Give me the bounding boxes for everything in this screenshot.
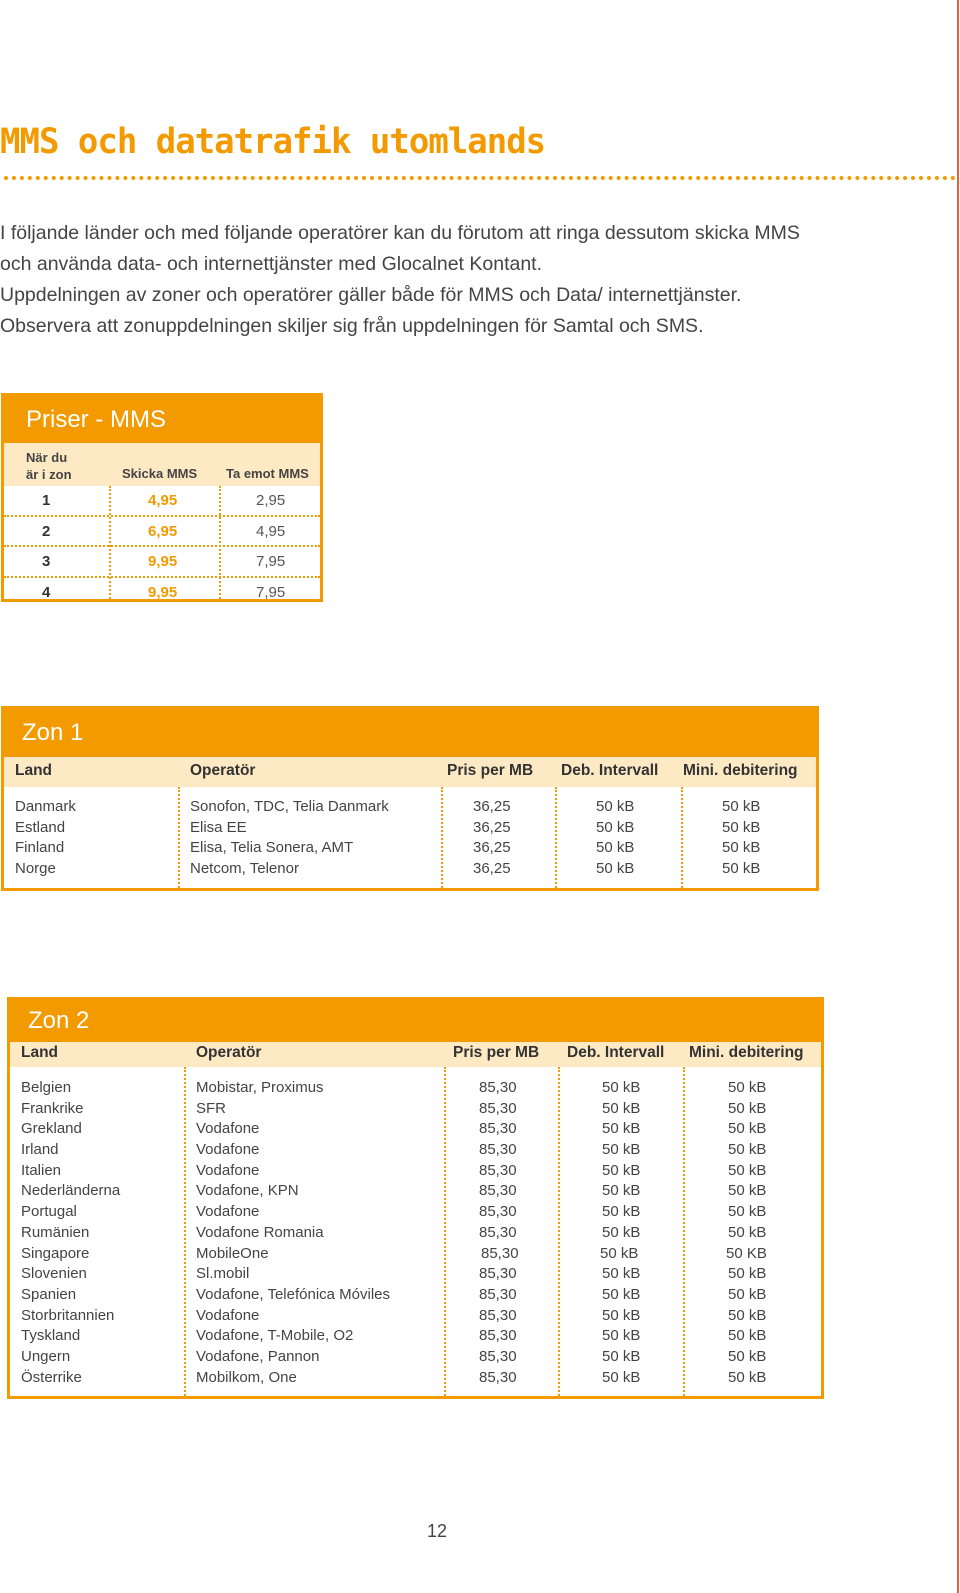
table-row — [10, 1368, 821, 1389]
zone-1-table — [1, 706, 819, 891]
table-row — [10, 1285, 821, 1306]
intro-line: I följande länder och med följande operatörer kan du förutom att ringa dessutom skicka MMS — [0, 222, 800, 244]
table-row — [10, 1119, 821, 1140]
col-interval-header: Deb. Intervall — [561, 762, 659, 779]
min-cell: 50 kB — [728, 1120, 767, 1138]
interval-cell: 50 kB — [602, 1141, 641, 1159]
min-cell: 50 kB — [728, 1161, 767, 1179]
interval-cell: 50 kB — [596, 860, 635, 878]
price-cell: 85,30 — [481, 1244, 519, 1262]
interval-cell: 50 kB — [602, 1306, 641, 1324]
zone-cell: 4 — [42, 583, 51, 601]
zone-2-table — [7, 997, 824, 1399]
zone-2-column-headers — [10, 1042, 821, 1067]
min-cell: 50 kB — [728, 1368, 767, 1386]
table-row — [10, 1078, 821, 1099]
min-cell: 50 kB — [722, 839, 761, 857]
table-row — [10, 1181, 821, 1202]
land-cell: Grekland — [21, 1120, 82, 1138]
table-row — [10, 1161, 821, 1182]
price-cell: 85,30 — [479, 1203, 517, 1221]
interval-cell: 50 kB — [602, 1099, 641, 1117]
price-cell: 85,30 — [479, 1141, 517, 1159]
operator-cell: Vodafone — [196, 1120, 260, 1138]
interval-cell: 50 kB — [602, 1368, 641, 1386]
operator-cell: Vodafone, T-Mobile, O2 — [196, 1327, 354, 1345]
operator-cell: Elisa, Telia Sonera, AMT — [190, 839, 354, 857]
table-row — [4, 838, 816, 859]
interval-cell: 50 kB — [602, 1285, 641, 1303]
page-edge-rule — [957, 0, 959, 1593]
column-divider — [558, 1067, 560, 1396]
min-cell: 50 kB — [728, 1099, 767, 1117]
page-number: 12 — [426, 1521, 448, 1541]
interval-cell: 50 kB — [600, 1244, 639, 1262]
operator-cell: Vodafone, Pannon — [196, 1347, 320, 1365]
min-cell: 50 KB — [726, 1244, 767, 1262]
table-row — [10, 1202, 821, 1223]
price-cell: 85,30 — [479, 1265, 517, 1283]
price-cell: 85,30 — [479, 1161, 517, 1179]
mms-table-heading: Priser - MMS — [4, 396, 320, 443]
min-cell: 50 kB — [728, 1306, 767, 1324]
land-cell: Portugal — [21, 1203, 77, 1221]
send-price-cell: 9,95 — [148, 583, 178, 601]
column-divider — [109, 486, 111, 599]
price-cell: 85,30 — [479, 1347, 517, 1365]
min-cell: 50 kB — [728, 1223, 767, 1241]
operator-cell: Sonofon, TDC, Telia Danmark — [190, 798, 389, 815]
operator-cell: Vodafone, KPN — [196, 1182, 299, 1200]
column-divider — [444, 1067, 446, 1396]
send-price-cell: 6,95 — [148, 522, 178, 540]
zone-cell: 2 — [42, 522, 51, 540]
zone-1-heading: Zon 1 — [4, 709, 816, 757]
zone-cell: 3 — [42, 553, 51, 570]
zone-1-column-headers — [4, 757, 816, 787]
col-operator-header: Operatör — [190, 762, 256, 779]
title-dotted-divider — [4, 176, 956, 180]
receive-price-cell: 7,95 — [256, 553, 286, 570]
table-row — [4, 818, 816, 839]
interval-cell: 50 kB — [602, 1347, 641, 1365]
min-cell: 50 kB — [728, 1347, 767, 1365]
col-min-header: Mini. debitering — [683, 762, 798, 779]
land-cell: Ungern — [21, 1347, 71, 1365]
col-land-header: Land — [15, 762, 53, 779]
table-row — [10, 1306, 821, 1327]
land-cell: Norge — [15, 860, 56, 878]
table-row — [4, 859, 816, 880]
price-cell: 85,30 — [479, 1182, 517, 1200]
zone-2-heading: Zon 2 — [10, 1000, 821, 1042]
interval-cell: 50 kB — [602, 1182, 641, 1200]
operator-cell: Vodafone Romania — [196, 1223, 324, 1241]
land-cell: Irland — [21, 1141, 59, 1159]
interval-cell: 50 kB — [602, 1079, 641, 1096]
col-min-header: Mini. debitering — [689, 1044, 804, 1061]
column-divider — [681, 787, 683, 888]
interval-cell: 50 kB — [596, 798, 635, 815]
table-row — [4, 486, 320, 517]
land-cell: Slovenien — [21, 1265, 87, 1283]
mms-rows — [4, 486, 320, 606]
operator-cell: Vodafone — [196, 1141, 260, 1159]
column-divider — [184, 1067, 186, 1396]
land-cell: Nederländerna — [21, 1182, 121, 1200]
interval-cell: 50 kB — [602, 1265, 641, 1283]
min-cell: 50 kB — [728, 1203, 767, 1221]
min-cell: 50 kB — [728, 1079, 767, 1096]
price-cell: 85,30 — [479, 1099, 517, 1117]
column-divider — [555, 787, 557, 888]
land-cell: Belgien — [21, 1079, 72, 1096]
table-row — [4, 578, 320, 607]
table-row — [10, 1099, 821, 1120]
col-zone-line2: är i zon — [26, 467, 72, 482]
receive-price-cell: 4,95 — [256, 522, 286, 540]
price-cell: 36,25 — [473, 860, 511, 878]
send-price-cell: 9,95 — [148, 553, 178, 570]
land-cell: Finland — [15, 839, 65, 857]
column-divider — [178, 787, 180, 888]
operator-cell: Vodafone — [196, 1306, 260, 1324]
land-cell: Storbritannien — [21, 1306, 115, 1324]
page-title: MMS och datatrafik utomlands — [0, 122, 546, 162]
table-row — [10, 1264, 821, 1285]
min-cell: 50 kB — [728, 1265, 767, 1283]
receive-price-cell: 2,95 — [256, 492, 286, 509]
zone-1-rows — [4, 787, 816, 880]
operator-cell: Elisa EE — [190, 818, 247, 836]
col-interval-header: Deb. Intervall — [567, 1044, 665, 1061]
land-cell: Spanien — [21, 1285, 77, 1303]
column-divider — [219, 486, 221, 599]
send-price-cell: 4,95 — [148, 492, 178, 509]
intro-line: Uppdelningen av zoner och operatörer gäller både för MMS och Data/ internettjänster. — [0, 284, 742, 306]
land-cell: Rumänien — [21, 1223, 90, 1241]
operator-cell: SFR — [196, 1099, 226, 1117]
table-row — [4, 547, 320, 578]
column-divider — [441, 787, 443, 888]
interval-cell: 50 kB — [602, 1161, 641, 1179]
land-cell: Tyskland — [21, 1327, 81, 1345]
min-cell: 50 kB — [722, 798, 761, 815]
col-send-header: Skicka MMS — [122, 466, 198, 481]
column-divider — [683, 1067, 685, 1396]
mms-price-table — [1, 393, 323, 602]
price-cell: 36,25 — [473, 839, 511, 857]
intro-line: Observera att zonuppdelningen skiljer sig från uppdelningen för Samtal och SMS. — [0, 315, 704, 337]
table-row — [10, 1326, 821, 1347]
col-zone-line1: När du — [26, 450, 68, 465]
table-row — [10, 1223, 821, 1244]
price-cell: 36,25 — [473, 818, 511, 836]
interval-cell: 50 kB — [596, 839, 635, 857]
operator-cell: MobileOne — [196, 1244, 269, 1262]
interval-cell: 50 kB — [596, 818, 635, 836]
min-cell: 50 kB — [728, 1285, 767, 1303]
land-cell: Singapore — [21, 1244, 90, 1262]
land-cell: Danmark — [15, 798, 76, 815]
min-cell: 50 kB — [722, 818, 761, 836]
col-operator-header: Operatör — [196, 1044, 262, 1061]
price-cell: 85,30 — [479, 1306, 517, 1324]
col-zone-header — [26, 449, 72, 483]
min-cell: 50 kB — [728, 1141, 767, 1159]
land-cell: Estland — [15, 818, 66, 836]
table-row — [4, 797, 816, 818]
interval-cell: 50 kB — [602, 1327, 641, 1345]
min-cell: 50 kB — [722, 860, 761, 878]
intro-text — [0, 218, 950, 342]
operator-cell: Mobistar, Proximus — [196, 1079, 324, 1096]
price-cell: 85,30 — [479, 1327, 517, 1345]
mms-column-headers — [4, 443, 320, 486]
min-cell: 50 kB — [728, 1182, 767, 1200]
interval-cell: 50 kB — [602, 1203, 641, 1221]
operator-cell: Vodafone — [196, 1161, 260, 1179]
intro-line: och använda data- och internettjänster med Glocalnet Kontant. — [0, 253, 543, 275]
col-receive-header: Ta emot MMS — [226, 466, 309, 481]
price-cell: 85,30 — [479, 1120, 517, 1138]
min-cell: 50 kB — [728, 1327, 767, 1345]
price-cell: 36,25 — [473, 798, 511, 815]
operator-cell: Vodafone — [196, 1203, 260, 1221]
interval-cell: 50 kB — [602, 1223, 641, 1241]
col-land-header: Land — [21, 1044, 59, 1061]
land-cell: Italien — [21, 1161, 62, 1179]
zone-cell: 1 — [42, 492, 51, 509]
price-cell: 85,30 — [479, 1368, 517, 1386]
table-row — [10, 1347, 821, 1368]
operator-cell: Netcom, Telenor — [190, 860, 299, 878]
operator-cell: Vodafone, Telefónica Móviles — [196, 1285, 391, 1303]
operator-cell: Mobilkom, One — [196, 1368, 297, 1386]
zone-2-rows — [10, 1067, 821, 1388]
price-cell: 85,30 — [479, 1285, 517, 1303]
col-price-header: Pris per MB — [447, 762, 534, 779]
price-cell: 85,30 — [479, 1079, 517, 1096]
table-row — [10, 1244, 821, 1265]
interval-cell: 50 kB — [602, 1120, 641, 1138]
table-row — [10, 1140, 821, 1161]
table-row — [4, 517, 320, 548]
operator-cell: Sl.mobil — [196, 1265, 250, 1283]
col-price-header: Pris per MB — [453, 1044, 540, 1061]
price-cell: 85,30 — [479, 1223, 517, 1241]
land-cell: Frankrike — [21, 1099, 84, 1117]
receive-price-cell: 7,95 — [256, 583, 286, 601]
land-cell: Österrike — [21, 1368, 82, 1386]
